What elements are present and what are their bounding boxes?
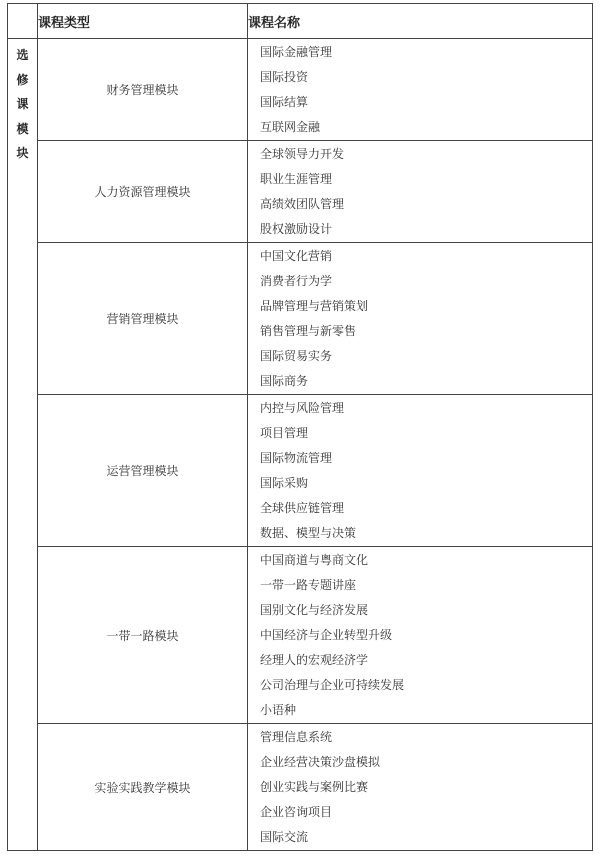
course-item: 数据、模型与决策 [260,526,357,540]
course-item: 小语种 [260,703,297,717]
course-list [248,547,593,724]
module-name: 运营管理模块 [38,395,248,547]
module-name: 财务管理模块 [38,39,248,141]
course-item: 一带一路专题讲座 [260,578,357,592]
module-row [8,39,593,141]
course-item: 国际金融管理 [260,45,333,59]
course-item: 高绩效团队管理 [260,197,345,211]
course-item: 企业经营决策沙盘模拟 [260,755,381,769]
elective-module-label [8,39,38,851]
header-course-type: 课程类型 [38,4,248,39]
course-item: 国别文化与经济发展 [260,603,369,617]
header-course-name: 课程名称 [248,4,593,39]
course-item: 互联网金融 [260,120,321,134]
module-row [8,724,593,851]
course-item: 中国文化营销 [260,249,333,263]
course-item: 全球领导力开发 [260,147,345,161]
course-item: 国际采购 [260,476,309,490]
header-corner [8,4,38,39]
course-item: 国际物流管理 [260,451,333,465]
module-row [8,243,593,395]
course-item: 国际投资 [260,70,309,84]
course-item: 职业生涯管理 [260,172,333,186]
course-item: 公司治理与企业可持续发展 [260,678,405,692]
module-row [8,395,593,547]
course-item: 国际商务 [260,374,309,388]
module-name: 一带一路模块 [38,547,248,724]
course-item: 管理信息系统 [260,730,333,744]
module-name: 营销管理模块 [38,243,248,395]
course-item: 项目管理 [260,426,309,440]
course-table [7,3,593,851]
course-item: 股权激励设计 [260,222,333,236]
elective-module-label-text: 选 修 课 模 块 [16,48,29,160]
course-list [248,39,593,141]
course-item: 中国经济与企业转型升级 [260,628,393,642]
course-list [248,243,593,395]
module-name: 实验实践教学模块 [38,724,248,851]
module-name: 人力资源管理模块 [38,141,248,243]
course-item: 品牌管理与营销策划 [260,299,369,313]
course-item: 企业咨询项目 [260,805,333,819]
module-row [8,547,593,724]
course-item: 国际贸易实务 [260,349,333,363]
course-item: 中国商道与粤商文化 [260,553,369,567]
course-item: 国际结算 [260,95,309,109]
course-item: 全球供应链管理 [260,501,345,515]
header-row [8,4,593,39]
module-row [8,141,593,243]
course-list [248,395,593,547]
course-item: 内控与风险管理 [260,401,345,415]
course-item: 消费者行为学 [260,274,333,288]
course-list [248,141,593,243]
course-item: 经理人的宏观经济学 [260,653,369,667]
course-item: 国际交流 [260,830,309,844]
course-item: 销售管理与新零售 [260,324,357,338]
course-item: 创业实践与案例比赛 [260,780,369,794]
course-list [248,724,593,851]
